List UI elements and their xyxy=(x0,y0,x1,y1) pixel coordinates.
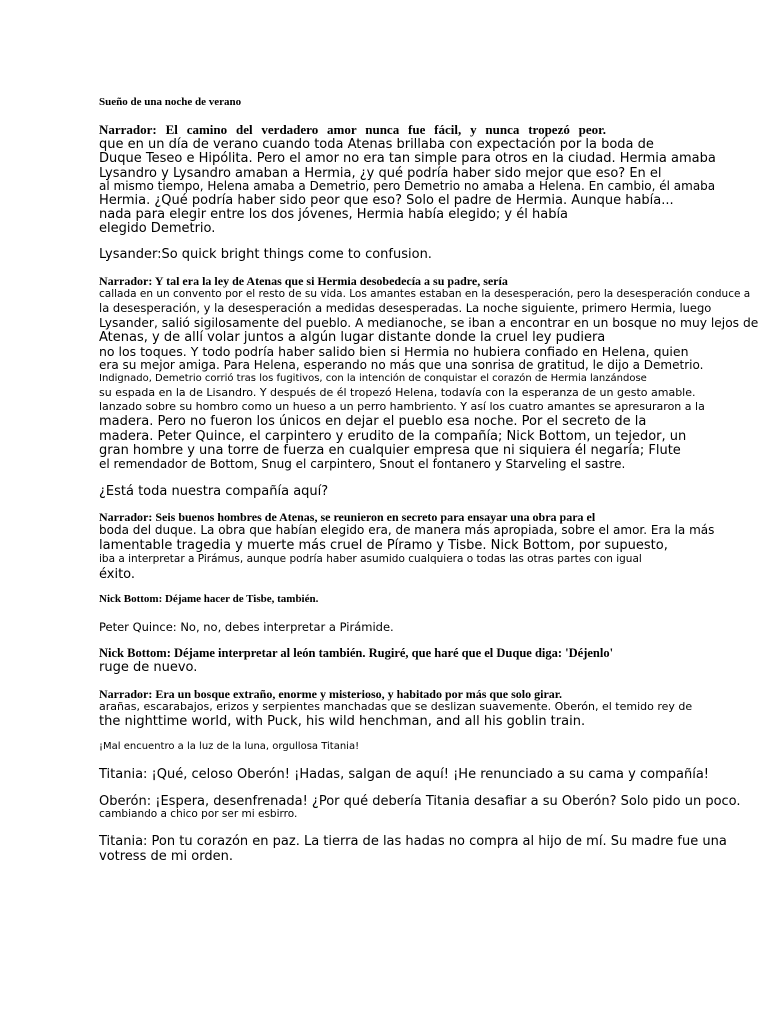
text-line: ruge de nuevo. xyxy=(99,660,198,675)
text-line: Duque Teseo e Hipólita. Pero el amor no era tan simple para otros en la ciudad. Hermia amaba xyxy=(99,151,716,166)
narrator-line: Narrador: El camino del verdadero amor nunca fue fácil, y nunca tropezó peor. xyxy=(99,122,606,137)
text-line: votress de mi orden. xyxy=(99,849,233,864)
lysander-line: Lysander:So quick bright things come to confusion. xyxy=(99,247,432,262)
text-line: su espada en la de Lisandro. Y después de él tropezó Helena, todavía con la esperanza de un gesto amable. xyxy=(99,386,696,399)
text-line: no los toques. Y todo podría haber salido bien si Hermia no hubiera confiado en Helena, quien xyxy=(99,344,689,359)
text-line: era su mejor amiga. Para Helena, esperando no más que una sonrisa de gratitud, le dijo a Demetrio. xyxy=(99,358,704,372)
text-line: elegido Demetrio. xyxy=(99,221,216,236)
text-line: the nighttime world, with Puck, his wild henchman, and all his goblin train. xyxy=(99,714,586,729)
text-line: que en un día de verano cuando toda Atenas brillaba con expectación por la boda de xyxy=(99,137,654,152)
text-line: nada para elegir entre los dos jóvenes, Hermia había elegido; y él había xyxy=(99,207,569,222)
text-line: madera. Pero no fueron los únicos en dejar el pueblo esa noche. Por el secreto de la xyxy=(99,414,647,429)
text-line: Indignado, Demetrio corrió tras los fugitivos, con la intención de conquistar el corazón de Hermia lanzándose xyxy=(99,373,647,384)
oberon-line: Oberón: ¡Espera, desenfrenada! ¿Por qué debería Titania desafiar a su Oberón? Solo pido un poco. xyxy=(99,794,741,809)
text-line: lamentable tragedia y muerte más cruel de Píramo y Tisbe. Nick Bottom, por supuesto, xyxy=(99,538,668,553)
text-line: lanzado sobre su hombro como un hueso a un perro hambriento. Y así los cuatro amantes se apresuraron a la xyxy=(99,400,705,413)
text-line: el remendador de Bottom, Snug el carpintero, Snout el fontanero y Starveling el sastre. xyxy=(99,457,626,471)
titania-line: Titania: ¡Qué, celoso Oberón! ¡Hadas, salgan de aquí! ¡He renunciado a su cama y compañía! xyxy=(99,767,709,782)
text-line: Hermia. ¿Qué podría haber sido peor que eso? Solo el padre de Hermia. Aunque había... xyxy=(99,193,674,208)
narrator-line: Narrador: Seis buenos hombres de Atenas, se reunieron en secreto para ensayar una obra para el xyxy=(99,510,596,524)
text-line: la desesperación, y la desesperación a medidas desesperadas. La noche siguiente, primero Hermia, luego xyxy=(99,301,712,315)
text-line: arañas, escarabajos, erizos y serpientes manchadas que se deslizan suavemente. Oberón, el temido rey de xyxy=(99,700,693,713)
text-line: cambiando a chico por ser mi esbirro. xyxy=(99,808,298,820)
text-line: iba a interpretar a Pirámus, aunque podría haber asumido cualquiera o todas las otras partes con igual xyxy=(99,553,642,565)
text-line: madera. Peter Quince, el carpintero y erudito de la compañía; Nick Bottom, un tejedor, un xyxy=(99,429,687,444)
narrator-line: Narrador: Y tal era la ley de Atenas que si Hermia desobedecía a su padre, sería xyxy=(99,274,508,288)
bottom-line: Nick Bottom: Déjame interpretar al león también. Rugiré, que haré que el Duque diga: 'Déjenlo' xyxy=(99,646,614,660)
text-line: gran hombre y una torre de fuerza en cualquier empresa que ni siquiera él negaría; Flute xyxy=(99,443,681,458)
narrator-line: Narrador: Era un bosque extraño, enorme y misterioso, y habitado por más que solo girar. xyxy=(99,687,562,701)
text-line: Lysandro y Lysandro amaban a Hermia, ¿y qué podría haber sido mejor que eso? En el xyxy=(99,166,662,181)
dialogue-line: ¿Está toda nuestra compañía aquí? xyxy=(99,484,329,499)
text-line: éxito. xyxy=(99,567,136,582)
titania-line: Titania: Pon tu corazón en paz. La tierra de las hadas no compra al hijo de mí. Su madre fue una xyxy=(99,834,727,849)
quince-line: Peter Quince: No, no, debes interpretar a Pirámide. xyxy=(99,620,394,634)
text-line: Lysander, salió sigilosamente del pueblo. A medianoche, se iban a encontrar en un bosque no muy lejos de xyxy=(99,316,759,330)
text-line: al mismo tiempo, Helena amaba a Demetrio, pero Demetrio no amaba a Helena. En cambio, él amaba xyxy=(99,179,716,193)
text-line: boda del duque. La obra que habían elegido era, de manera más apropiada, sobre el amor. Era la más xyxy=(99,523,715,537)
text-line: callada en un convento por el resto de su vida. Los amantes estaban en la desesperación, pero la desesperación conduce a xyxy=(99,288,751,300)
text-line: Atenas, y de allí volar juntos a algún lugar distante donde la cruel ley pudiera xyxy=(99,330,606,345)
document-title: Sueño de una noche de verano xyxy=(99,96,242,108)
dialogue-line: ¡Mal encuentro a la luz de la luna, orgullosa Titania! xyxy=(99,741,360,752)
bottom-line: Nick Bottom: Déjame hacer de Tisbe, también. xyxy=(99,593,319,605)
